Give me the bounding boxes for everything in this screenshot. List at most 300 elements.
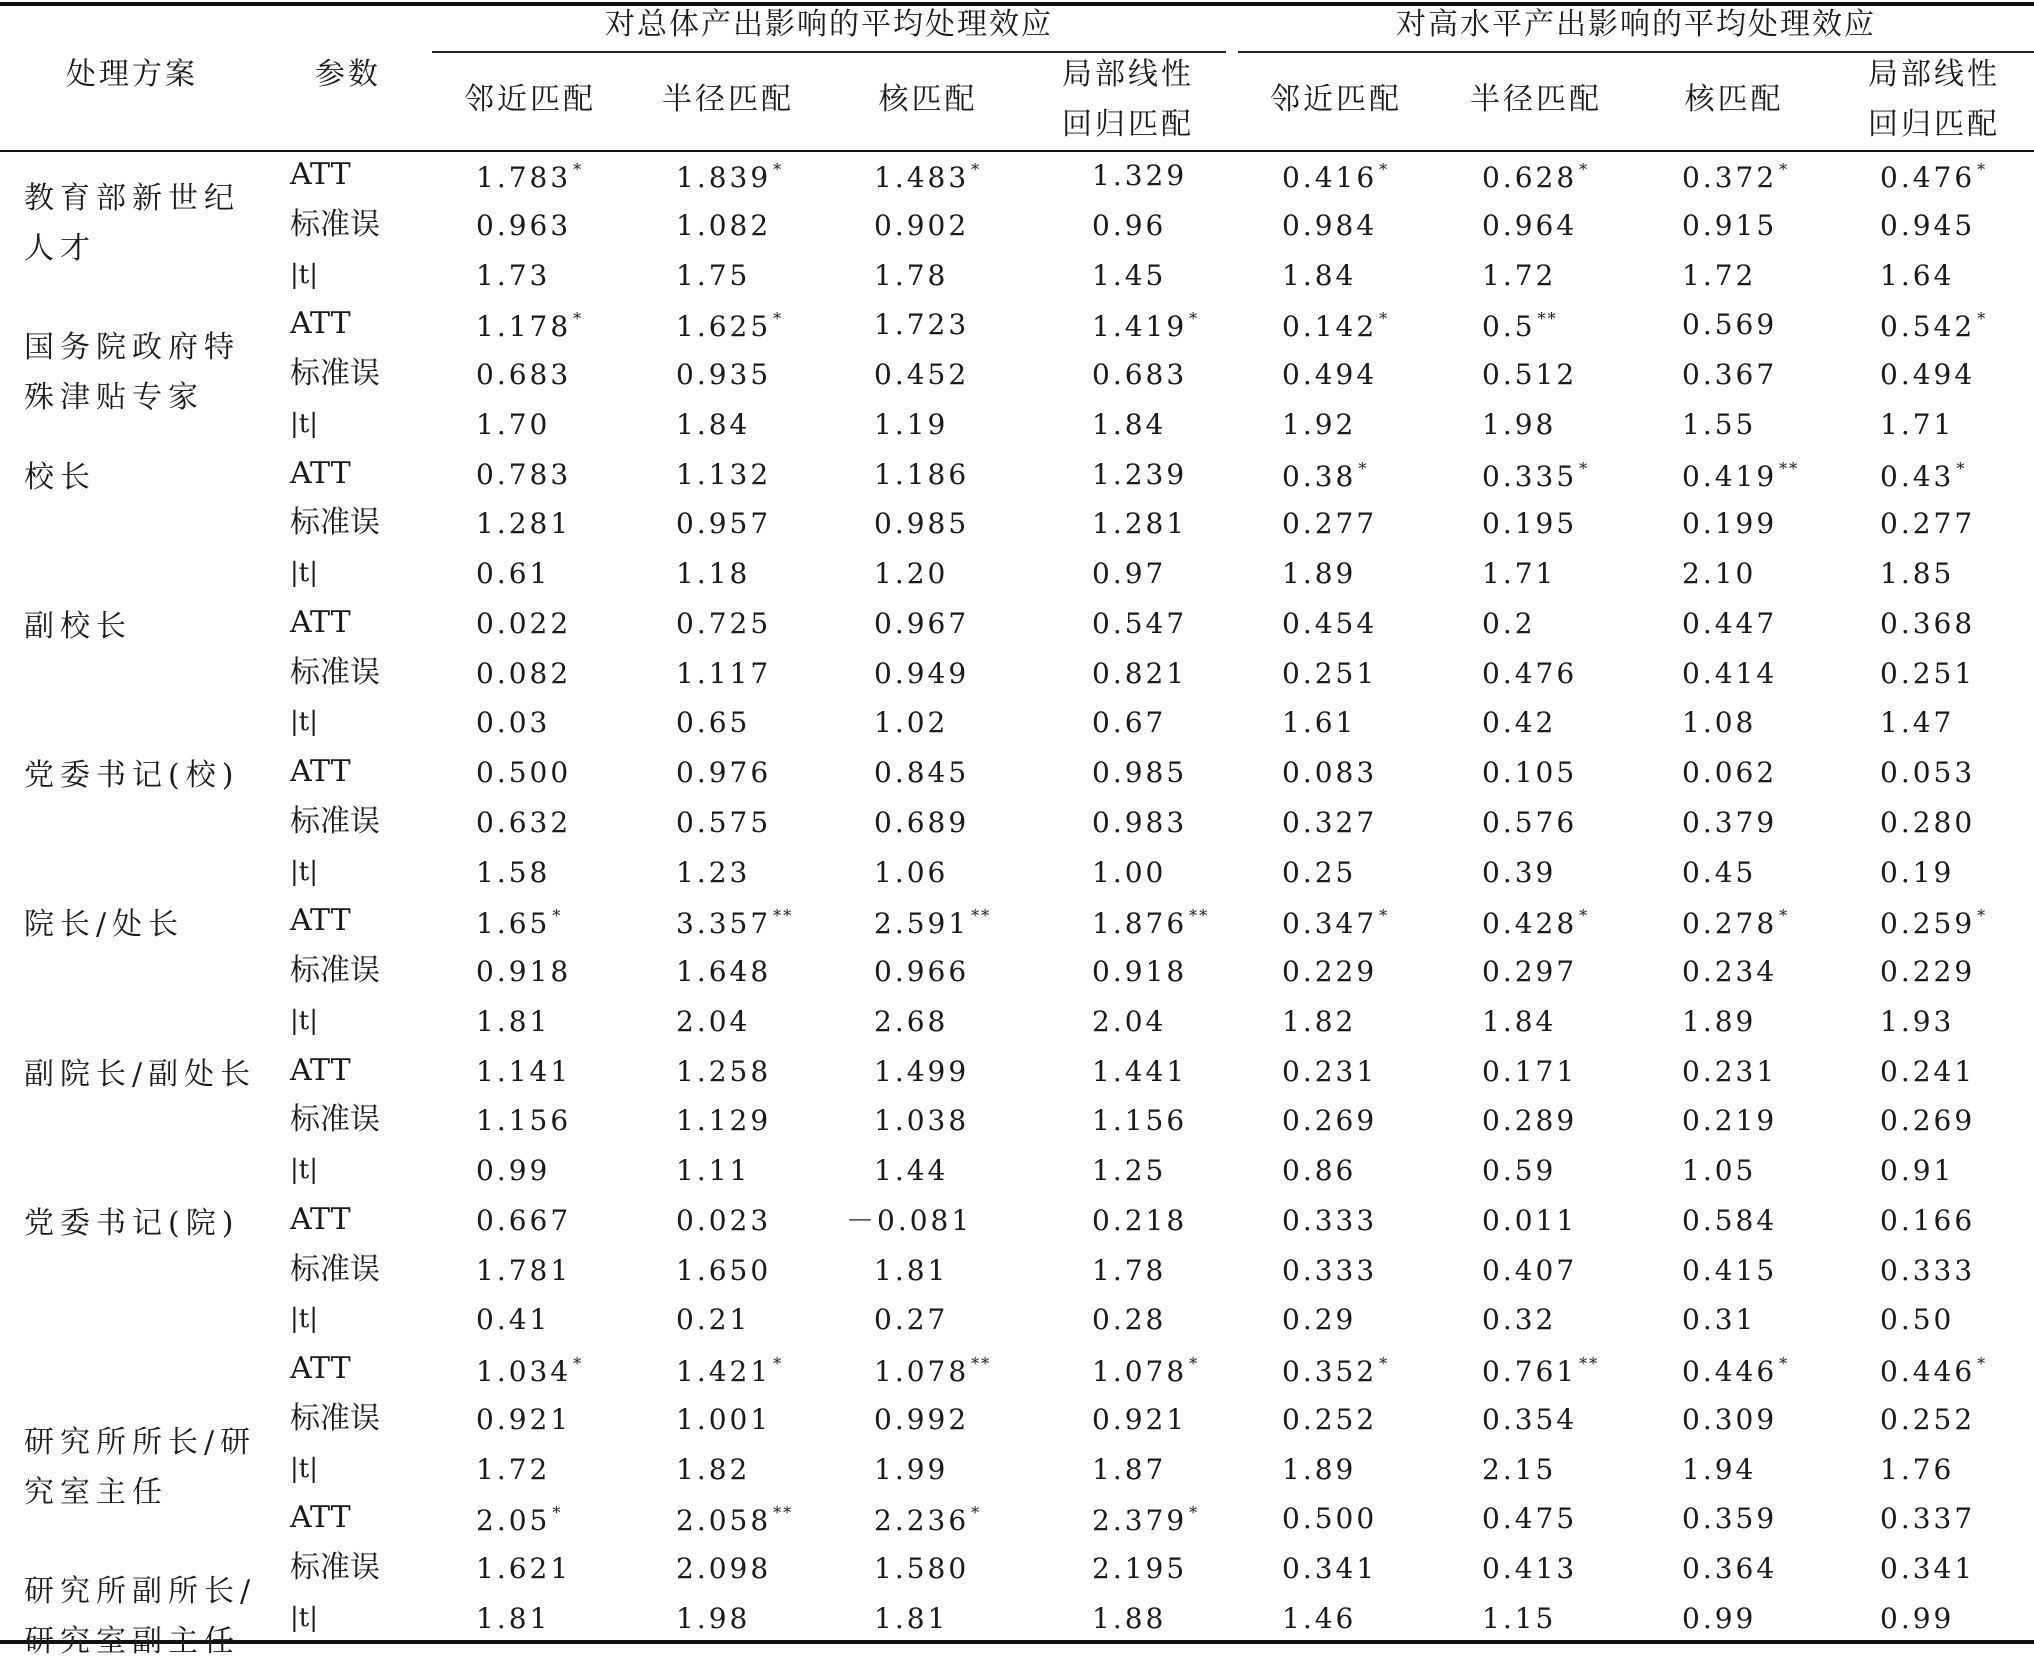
table-cell — [676, 1552, 772, 1585]
table-cell — [1092, 457, 1188, 491]
treatment-group-line: 究室主任 — [24, 1475, 168, 1510]
cell-value: 0.354 — [1482, 1402, 1578, 1436]
treatment-group-label — [24, 323, 240, 423]
significance-stars: * — [971, 160, 982, 179]
table-cell — [1282, 1452, 1357, 1486]
significance-stars: ** — [773, 906, 794, 926]
table-cell — [1482, 458, 1590, 493]
param-label: ATT — [290, 306, 351, 342]
table-cell — [1682, 706, 1757, 740]
cell-value: 0.19 — [1880, 855, 1955, 889]
table-cell — [1682, 1601, 1757, 1635]
table-cell — [1682, 258, 1757, 292]
cell-value: 1.839 — [676, 161, 772, 194]
treatment-group-label — [24, 453, 96, 503]
cell-value: 0.234 — [1682, 955, 1778, 988]
significance-stars: * — [1379, 160, 1390, 179]
table-cell — [476, 258, 551, 292]
table-cell — [1682, 507, 1778, 541]
cell-value: 0.494 — [1880, 358, 1976, 391]
table-cell — [1482, 1203, 1578, 1237]
param-label: ATT — [290, 1201, 351, 1237]
cell-value: 0.337 — [1880, 1502, 1976, 1536]
table-cell — [1092, 1004, 1167, 1038]
cell-value: 0.347 — [1282, 907, 1378, 941]
cell-value: 0.963 — [476, 208, 572, 242]
significance-stars: * — [1189, 309, 1200, 329]
table-cell — [1482, 258, 1557, 292]
table-cell — [1880, 458, 1967, 493]
cell-value: 1.783 — [476, 161, 572, 194]
cell-value: 0.547 — [1092, 606, 1188, 640]
cell-value: 0.452 — [874, 358, 970, 391]
cell-value: 1.11 — [676, 1154, 751, 1187]
table-cell — [1282, 258, 1357, 292]
cell-value: 0.725 — [676, 606, 772, 640]
treatment-group-line: 国务院政府特 — [24, 330, 240, 366]
table-cell — [676, 358, 772, 391]
table-cell — [476, 457, 572, 491]
cell-value: 0.512 — [1482, 358, 1578, 391]
cell-value: 0.023 — [676, 1203, 772, 1237]
cell-value: 0.252 — [1282, 1402, 1378, 1436]
table-cell — [1282, 1356, 1389, 1386]
table-cell — [1482, 955, 1578, 988]
param-label: |t| — [290, 856, 318, 887]
cell-value: 0.368 — [1880, 606, 1976, 640]
table-cell — [676, 1054, 772, 1088]
table-cell — [1482, 1104, 1578, 1138]
significance-stars: ** — [1189, 906, 1210, 926]
param-label: ATT — [290, 1052, 351, 1088]
table-cell — [1092, 208, 1167, 242]
table-cell — [1880, 805, 1976, 839]
treatment-group-line: 教育部新世纪 — [24, 181, 240, 216]
cell-value: 3.357 — [676, 907, 772, 941]
cell-value: 1.61 — [1282, 706, 1357, 740]
cell-value: 0.5 — [1482, 310, 1536, 344]
cell-value: 1.05 — [1682, 1154, 1757, 1187]
table-cell — [1482, 1154, 1557, 1187]
table-cell — [1092, 1303, 1167, 1337]
table-cell — [1682, 1104, 1778, 1138]
table-cell — [676, 1503, 794, 1538]
cell-value: 0.352 — [1282, 1355, 1378, 1388]
cell-value: 0.38 — [1282, 459, 1357, 493]
cell-value: 0.985 — [1092, 756, 1188, 789]
significance-stars: * — [1379, 906, 1390, 926]
cell-value: 0.86 — [1282, 1154, 1357, 1187]
significance-stars: ** — [773, 1503, 794, 1523]
table-cell — [1282, 162, 1389, 192]
cell-value: 1.650 — [676, 1253, 772, 1287]
table-cell — [476, 557, 551, 590]
table-cell — [1682, 756, 1778, 789]
param-label: |t| — [290, 1602, 318, 1633]
table-cell — [676, 1154, 751, 1187]
table-cell — [1092, 407, 1167, 441]
table-cell — [476, 906, 563, 941]
table-cell — [1682, 458, 1800, 493]
cell-value: 1.87 — [1092, 1452, 1167, 1486]
cell-value: 1.00 — [1092, 855, 1167, 889]
cell-value: 0.428 — [1482, 907, 1578, 941]
table-cell — [1282, 706, 1357, 740]
table-cell — [1682, 1303, 1757, 1337]
significance-stars: * — [1579, 458, 1590, 478]
cell-value: 0.341 — [1282, 1552, 1378, 1585]
table-cell — [676, 955, 772, 988]
table-cell — [1092, 1356, 1199, 1386]
cell-value: 0.61 — [476, 557, 551, 590]
header-method: 核匹配 — [878, 82, 978, 117]
cell-value: 1.06 — [874, 855, 949, 889]
significance-stars: ** — [971, 906, 992, 926]
significance-stars: * — [1379, 1354, 1390, 1373]
table-cell — [1092, 1402, 1188, 1436]
cell-value: 1.483 — [874, 161, 970, 194]
table-cell — [1482, 1356, 1599, 1386]
cell-value: 0.454 — [1282, 606, 1378, 640]
cell-value: 0.915 — [1682, 208, 1778, 242]
header-treatment: 处理方案 — [66, 57, 198, 92]
table-cell — [1880, 1402, 1976, 1436]
cell-value: 1.81 — [874, 1253, 949, 1287]
table-cell — [1682, 1004, 1757, 1038]
table-cell — [1880, 906, 1988, 941]
table-cell — [874, 855, 949, 889]
param-label: 标准误 — [290, 1251, 380, 1287]
cell-value: 1.98 — [1482, 407, 1557, 441]
cell-value: 1.038 — [874, 1104, 970, 1138]
table-cell — [1092, 557, 1167, 590]
cell-value: 1.648 — [676, 955, 772, 988]
cell-value: 0.341 — [1880, 1552, 1976, 1585]
header-method: 局部线性 — [1868, 57, 2000, 92]
table-cell — [476, 1154, 551, 1187]
cell-value: 0.372 — [1682, 161, 1778, 194]
cell-value: 0.407 — [1482, 1253, 1578, 1287]
cell-value: 0.43 — [1880, 459, 1955, 493]
table-cell — [476, 309, 584, 344]
cell-value: 0.96 — [1092, 208, 1167, 242]
table-cell — [476, 507, 572, 541]
table-cell — [1682, 308, 1778, 342]
treatment-group-line: 院长/处长 — [24, 907, 185, 943]
cell-value: 1.178 — [476, 310, 572, 344]
cell-value: 0.45 — [1682, 855, 1757, 889]
table-cell — [1092, 805, 1188, 839]
table-cell — [1282, 1402, 1378, 1436]
cell-value: 1.47 — [1880, 706, 1955, 740]
treatment-group-label — [24, 1567, 256, 1667]
cell-value: 0.921 — [476, 1402, 572, 1436]
cell-value: 0.447 — [1682, 606, 1778, 640]
treatment-group-line: 党委书记(院) — [24, 1205, 240, 1241]
group-total-underline — [432, 51, 1226, 53]
treatment-group-label — [24, 174, 240, 274]
table-cell — [874, 162, 981, 192]
table-cell — [846, 1203, 973, 1237]
table-cell — [676, 606, 772, 640]
table-cell — [1282, 458, 1369, 493]
cell-value: 0.231 — [1282, 1054, 1378, 1088]
cell-value: 1.129 — [676, 1104, 772, 1138]
table-cell — [1282, 1054, 1378, 1088]
table-cell — [676, 756, 772, 789]
table-cell — [1092, 1054, 1188, 1088]
table-cell — [1682, 656, 1778, 690]
cell-value: 1.73 — [476, 258, 551, 292]
table-cell — [476, 855, 551, 889]
param-label: 标准误 — [290, 803, 380, 839]
table-cell — [874, 358, 970, 391]
cell-value: 0.500 — [476, 756, 572, 789]
cell-value: 1.15 — [1482, 1601, 1557, 1635]
table-cell — [1092, 1601, 1167, 1635]
param-label: ATT — [290, 903, 351, 939]
table-cell — [874, 1356, 991, 1386]
table-cell — [1482, 1402, 1578, 1436]
cell-value: 0.50 — [1880, 1303, 1955, 1337]
cell-value: 0.628 — [1482, 161, 1578, 194]
cell-value: 2.098 — [676, 1552, 772, 1585]
param-label: ATT — [290, 157, 351, 192]
cell-value: 1.034 — [476, 1355, 572, 1388]
cell-value: 0.985 — [874, 507, 970, 541]
table-cell — [1482, 162, 1589, 192]
table-cell — [1682, 208, 1778, 242]
significance-stars: * — [552, 906, 563, 926]
cell-value: 1.186 — [874, 457, 970, 491]
cell-value: 0.231 — [1682, 1054, 1778, 1088]
table-cell — [1682, 805, 1778, 839]
cell-value: 0.921 — [1092, 1402, 1188, 1436]
significance-stars: * — [1189, 1354, 1200, 1373]
table-cell — [1092, 258, 1167, 292]
table-cell — [1880, 1552, 1976, 1585]
cell-value: 0.902 — [874, 208, 970, 242]
cell-value: 1.281 — [1092, 507, 1188, 541]
significance-stars: * — [1977, 160, 1988, 179]
cell-value: 0.414 — [1682, 656, 1778, 690]
table-cell — [1880, 606, 1976, 640]
table-cell — [1880, 656, 1976, 690]
table-cell — [1880, 1452, 1955, 1486]
cell-value: 0.683 — [476, 358, 572, 391]
cell-value: 2.68 — [874, 1004, 949, 1038]
header-method: 半径匹配 — [662, 82, 794, 117]
table-cell — [476, 706, 551, 740]
significance-stars: * — [573, 1354, 584, 1373]
cell-value: 0.219 — [1682, 1104, 1778, 1138]
table-cell — [476, 162, 583, 192]
cell-value: 1.84 — [676, 407, 751, 441]
cell-value: 1.117 — [676, 656, 772, 690]
cell-value: 1.89 — [1282, 557, 1357, 590]
cell-value: 0.21 — [676, 1303, 751, 1337]
cell-value: 0.992 — [874, 1402, 970, 1436]
header-method: 邻近匹配 — [1270, 82, 1402, 117]
cell-value: 0.27 — [874, 1303, 949, 1337]
table-top-rule — [0, 2, 2034, 6]
cell-value: 0.28 — [1092, 1303, 1167, 1337]
cell-value: 0.475 — [1482, 1502, 1578, 1536]
cell-value: 0.105 — [1482, 756, 1578, 789]
cell-value: 1.281 — [476, 507, 572, 541]
table-cell — [676, 1104, 772, 1138]
cell-value: 1.25 — [1092, 1154, 1167, 1187]
cell-value: 1.71 — [1482, 557, 1557, 590]
table-cell — [1682, 1203, 1778, 1237]
cell-value: 0.251 — [1282, 656, 1378, 690]
table-cell — [676, 1356, 783, 1386]
table-cell — [874, 208, 970, 242]
significance-stars: * — [1579, 160, 1590, 179]
param-label: 标准误 — [290, 654, 380, 690]
cell-value: 0.280 — [1880, 805, 1976, 839]
cell-value: 0.59 — [1482, 1154, 1557, 1187]
cell-value: 1.132 — [676, 457, 772, 491]
header-group-total: 对总体产出影响的平均处理效应 — [605, 7, 1053, 42]
param-label: 标准误 — [290, 953, 380, 988]
table-cell — [1482, 1054, 1578, 1088]
table-cell — [1682, 906, 1790, 941]
table-cell — [874, 1601, 949, 1635]
cell-value: 0.29 — [1282, 1303, 1357, 1337]
param-label: |t| — [290, 259, 318, 290]
cell-value: 1.44 — [874, 1154, 949, 1187]
table-cell — [874, 308, 970, 342]
table-cell — [1880, 955, 1976, 988]
cell-value: 1.64 — [1880, 258, 1955, 292]
cell-value: 0.062 — [1682, 756, 1778, 789]
table-cell — [1282, 1502, 1378, 1536]
cell-value: 0.667 — [476, 1203, 572, 1237]
cell-value: 1.81 — [476, 1601, 551, 1635]
cell-value: 1.499 — [874, 1054, 970, 1088]
cell-value: 0.022 — [476, 606, 572, 640]
table-cell — [874, 1253, 949, 1287]
table-cell — [1682, 1253, 1778, 1287]
cell-value: 0.42 — [1482, 706, 1557, 740]
table-cell — [676, 1601, 751, 1635]
significance-stars: * — [773, 160, 784, 179]
table-cell — [1880, 208, 1976, 242]
table-cell — [874, 955, 970, 988]
param-label: ATT — [290, 1351, 351, 1386]
cell-value: 1.02 — [874, 706, 949, 740]
cell-value: 0.949 — [874, 656, 970, 690]
table-cell — [1092, 507, 1188, 541]
significance-stars: ** — [1537, 309, 1558, 329]
cell-value: 0.446 — [1880, 1355, 1976, 1388]
cell-value: 0.761 — [1482, 1355, 1578, 1388]
header-method: 半径匹配 — [1470, 82, 1602, 117]
table-cell — [1482, 407, 1557, 441]
cell-value: 1.81 — [476, 1004, 551, 1038]
table-cell — [676, 1303, 751, 1337]
treatment-group-line: 副院长/副处长 — [24, 1056, 257, 1092]
cell-value: 1.72 — [476, 1452, 551, 1486]
param-label: |t| — [290, 558, 318, 588]
table-cell — [874, 1004, 949, 1038]
table-cell — [874, 407, 949, 441]
table-cell — [476, 1004, 551, 1038]
table-cell — [1482, 1601, 1557, 1635]
cell-value: 0.964 — [1482, 208, 1578, 242]
cell-value: 1.85 — [1880, 557, 1955, 590]
param-label: |t| — [290, 707, 318, 738]
table-cell — [476, 407, 551, 441]
cell-value: 0.945 — [1880, 208, 1976, 242]
treatment-group-label — [24, 1199, 239, 1249]
param-label: ATT — [290, 1500, 351, 1536]
cell-value: 0.419 — [1682, 459, 1778, 493]
table-cell — [1482, 656, 1578, 690]
table-cell — [874, 507, 970, 541]
param-label: 标准误 — [290, 505, 380, 541]
cell-value: 0.269 — [1880, 1104, 1976, 1138]
cell-value: 1.441 — [1092, 1054, 1188, 1088]
cell-value: 1.580 — [874, 1552, 970, 1585]
table-cell — [1482, 1303, 1557, 1337]
cell-value: 0.413 — [1482, 1552, 1578, 1585]
header-method: 局部线性 — [1062, 57, 1194, 92]
table-cell — [1282, 557, 1357, 590]
table-cell — [476, 1452, 551, 1486]
cell-value: 0.252 — [1880, 1402, 1976, 1436]
table-cell — [1682, 1552, 1778, 1585]
cell-value: 0.99 — [1880, 1601, 1955, 1635]
cell-value: 0.416 — [1282, 161, 1378, 194]
cell-value: 0.584 — [1682, 1203, 1778, 1237]
cell-value: 0.935 — [676, 358, 772, 391]
table-cell — [1282, 606, 1378, 640]
significance-stars: ** — [1579, 1354, 1600, 1373]
param-label: |t| — [290, 408, 318, 439]
cell-value: 0.689 — [874, 805, 970, 839]
table-cell — [1092, 159, 1188, 192]
significance-stars: * — [1977, 309, 1988, 329]
cell-value: 0.41 — [476, 1303, 551, 1337]
table-cell — [1880, 1154, 1955, 1187]
cell-value: 1.19 — [874, 407, 949, 441]
cell-value: 0.576 — [1482, 805, 1578, 839]
table-cell — [1282, 656, 1378, 690]
table-cell — [1282, 906, 1390, 941]
significance-stars: * — [1977, 906, 1988, 926]
significance-stars: * — [773, 309, 784, 329]
cell-value: 0.65 — [676, 706, 751, 740]
cell-value: 0.91 — [1880, 1154, 1955, 1187]
table-cell — [476, 208, 572, 242]
table-cell — [1880, 162, 1987, 192]
table-cell — [1682, 1502, 1778, 1536]
table-cell — [1682, 557, 1757, 590]
cell-value: 0.03 — [476, 706, 551, 740]
cell-value: 1.94 — [1682, 1452, 1757, 1486]
significance-stars: * — [552, 1503, 563, 1523]
table-cell — [676, 1203, 772, 1237]
significance-stars: * — [1956, 458, 1967, 478]
table-cell — [1282, 208, 1378, 242]
param-label: |t| — [290, 1453, 318, 1484]
table-cell — [476, 1203, 572, 1237]
table-cell — [1092, 955, 1188, 988]
cell-value: 0.083 — [1282, 756, 1378, 789]
cell-value: 2.04 — [1092, 1004, 1167, 1038]
